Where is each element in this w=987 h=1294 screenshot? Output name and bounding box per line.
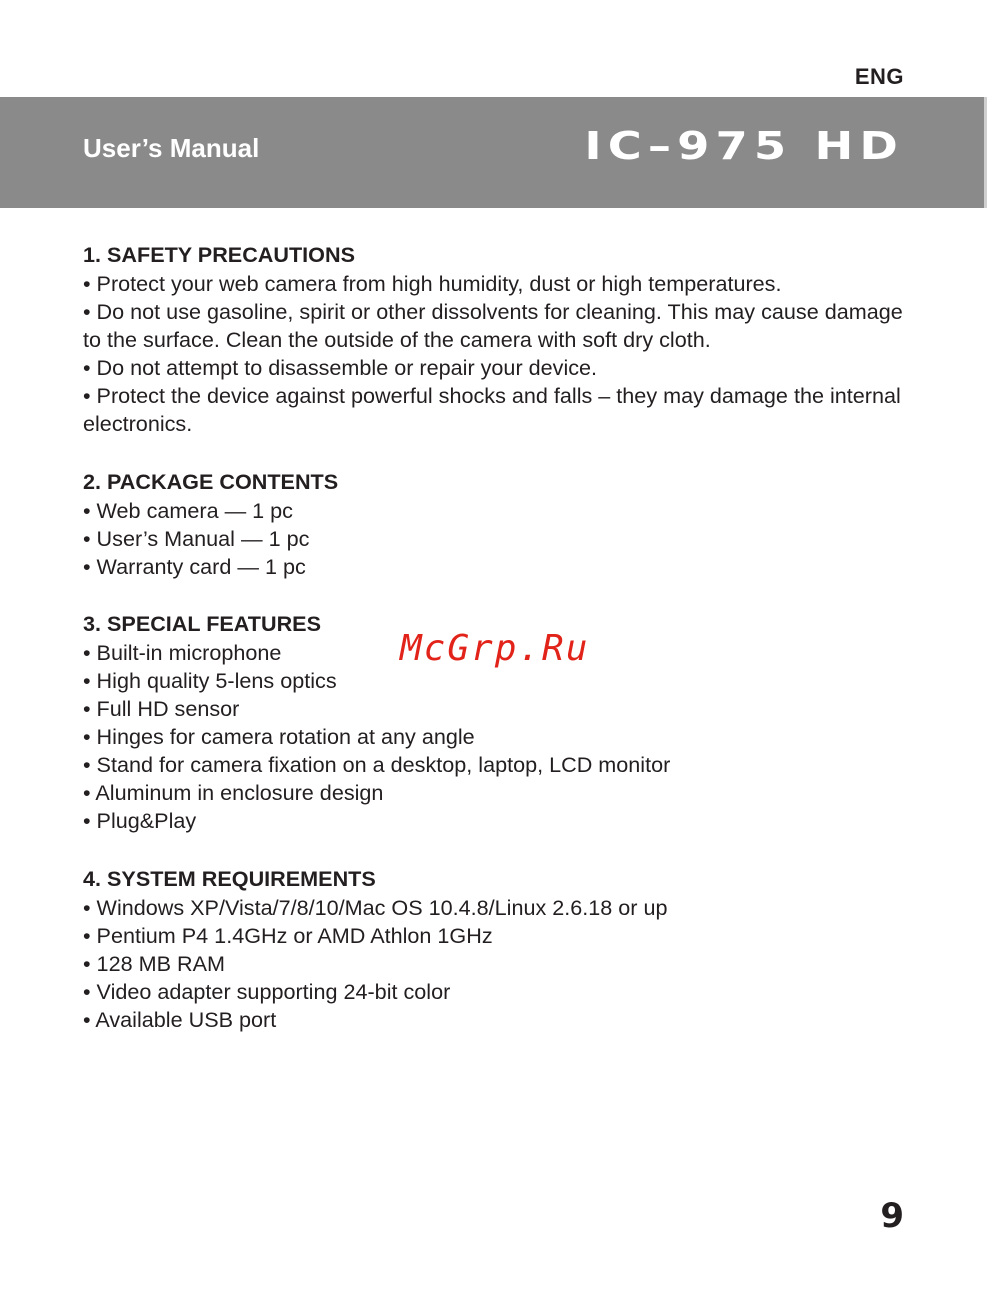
section-package-contents xyxy=(83,467,905,581)
list-item: • Aluminum in enclosure design xyxy=(83,780,384,806)
page-number: 9 xyxy=(880,1196,904,1236)
list-item: • Web camera — 1 pc xyxy=(83,497,293,523)
list-item: • Protect your web camera from high humidity, dust or high temperatures. xyxy=(83,271,782,296)
list-item: • Do not attempt to disassemble or repair your device. xyxy=(83,355,598,381)
list-item: • Available USB port xyxy=(83,1006,277,1032)
list-item: • Pentium P4 1.4GHz or AMD Athlon 1GHz xyxy=(83,922,493,948)
language-label: ENG xyxy=(854,64,904,89)
list-item: • Full HD sensor xyxy=(83,696,240,722)
list-item: • Windows XP/Vista/7/8/10/Mac OS 10.4.8/Linux 2.6.18 or up xyxy=(83,894,668,920)
list-item: • High quality 5-lens optics xyxy=(83,667,337,693)
list-item: • Warranty card — 1 pc xyxy=(83,553,306,579)
list-item: • Protect the device against powerful shocks and falls – they may damage the internal electronics. xyxy=(83,383,901,437)
section-heading: 2. PACKAGE CONTENTS xyxy=(83,468,339,494)
model-name: IC–975 HD xyxy=(584,124,904,168)
list-item: • Stand for camera fixation on a desktop, laptop, LCD monitor xyxy=(83,752,671,778)
list-item: • User’s Manual — 1 pc xyxy=(83,525,310,551)
list-item: • Hinges for camera rotation at any angle xyxy=(83,724,475,750)
list-item: • 128 MB RAM xyxy=(83,950,225,976)
list-item: • Plug&Play xyxy=(83,808,197,834)
section-heading: 1. SAFETY PRECAUTIONS xyxy=(83,242,355,267)
section-safety-precautions xyxy=(83,240,905,439)
list-item: • Built-in microphone xyxy=(83,639,282,665)
section-heading: 3. SPECIAL FEATURES xyxy=(83,610,321,636)
list-item: • Video adapter supporting 24-bit color xyxy=(83,978,451,1004)
watermark: McGrp.Ru xyxy=(400,628,590,669)
section-system-requirements xyxy=(83,864,905,1034)
list-item: • Do not use gasoline, spirit or other dissolvents for cleaning. This may cause damage to the surface. Clean the outside of the camera with soft dry cloth. xyxy=(83,299,903,353)
manual-title: User’s Manual xyxy=(83,133,260,163)
section-heading: 4. SYSTEM REQUIREMENTS xyxy=(83,865,376,891)
